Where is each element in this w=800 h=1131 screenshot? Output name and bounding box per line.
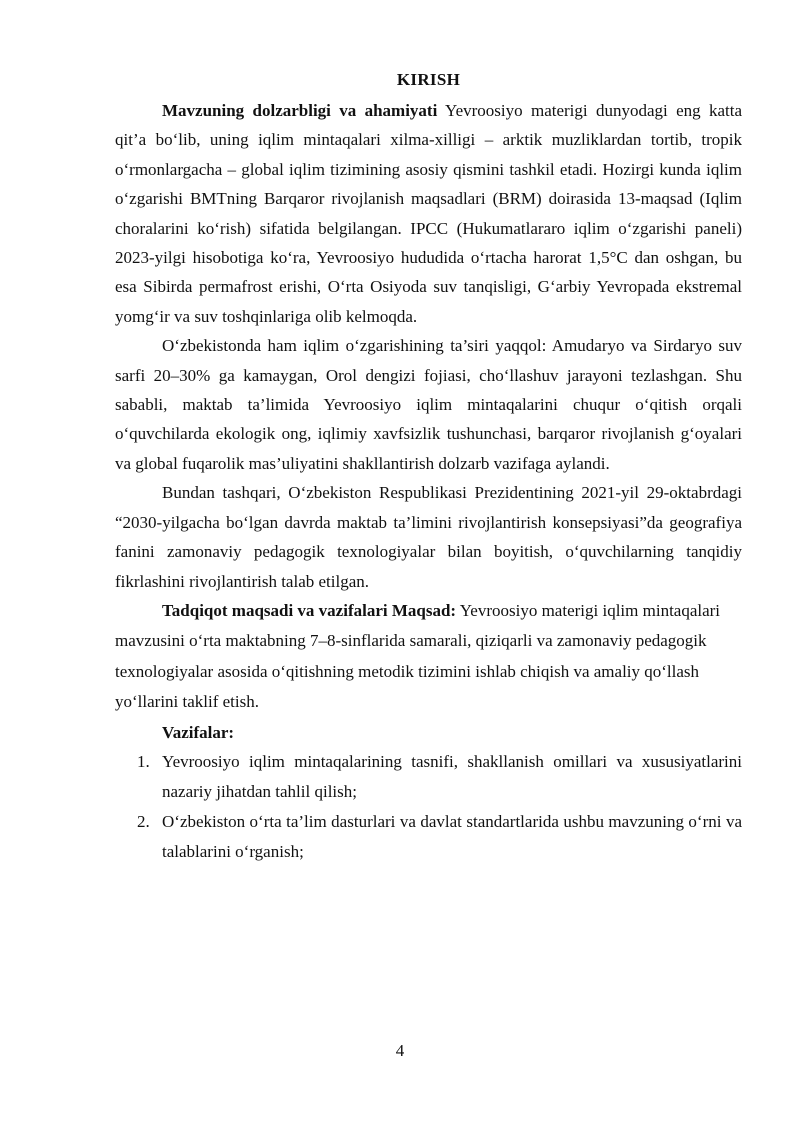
list-item-number: 2. [137,811,150,831]
paragraph-relevance [115,96,742,331]
paragraph-lead: Mavzuning dolzarbligi va ahamiyati [162,101,438,120]
list-item [115,747,742,807]
paragraph-lead: Tadqiqot maqsadi va vazifalari Maqsad: [162,600,457,620]
paragraph-text: O‘zbekistonda ham iqlim o‘zgarishining ta’siri yaqqol: Amudaryo va Sirdaryo suv sarfi 20–30% ga kamaygan, Orol dengizi fojiasi, cho‘llashuv jarayoni tezlashgan. Shu sababli, maktab ta’limida Yevroosiyo iqlim mintaqalarini chuqur o‘qitish orqali o‘quvchilarda ekologik ong, iqlimiy xavfsizlik tushunchasi, barqaror rivojlanish g‘oyalari va global fuqarolik mas’uliyatini shakllantirish dolzarb vazifaga aylandi. [115,336,742,473]
paragraph-text: Bundan tashqari, O‘zbekiston Respublikasi Prezidentining 2021-yil 29-oktabrdagi “2030-yilgacha bo‘lgan davrda maktab ta’limini rivojlantirish konsepsiyasi”da geografiya fanini zamonaviy pedagogik texnologiyalar bilan boyitish, o‘quvchilarning tanqidiy fikrlashini rivojlantirish talab etilgan. [115,483,742,591]
tasks-list [115,747,742,867]
document-page [115,70,742,867]
paragraph-text: Yevroosiyo materigi iqlim mintaqalari mavzusini o‘rta maktabning 7–8-sinflarida samarali, qiziqarli va zamonaviy pedagogik texnologiyalar asosida o‘qitishning metodik tizimini ishlab chiqish va amaliy qo‘llash yo‘llarini taklif etish. [115,600,721,712]
paragraph-research-goal [115,596,742,718]
list-item-text: O‘zbekiston o‘rta ta’lim dasturlari va davlat standartlarida ushbu mavzuning o‘rni va talablarini o‘rganish; [162,811,742,861]
list-item-number: 1. [137,751,150,771]
paragraph-uzbekistan-impact [115,331,742,478]
tasks-heading: Vazifalar: [162,722,235,742]
list-item-text: Yevroosiyo iqlim mintaqalarining tasnifi, shakllanish omillari va xususiyatlarini nazariy jihatdan tahlil qilish; [162,751,742,801]
paragraph-presidential-concept [115,478,742,596]
section-title: KIRISH [396,70,461,89]
paragraph-text: Yevroosiyo materigi dunyodagi eng katta qit’a bo‘lib, uning iqlim mintaqalari xilma-xilligi – arktik muzliklardan tortib, tropik o‘rmonlargacha – global iqlim tizimining asosiy qismini tashkil etadi. Hozirgi kunda iqlim o‘zgarishi BMTning Barqaror rivojlanish maqsadlari (BRM) doirasida 13-maqsad (Iqlim choralarini ko‘rish) sifatida belgilangan. IPCC (Hukumatlararo iqlim o‘zgarishi paneli) 2023-yilgi hisobotiga ko‘ra, Yevroosiyo hududida o‘rtacha harorat 1,5°C dan oshgan, bu esa Sibirda permafrost erishi, O‘rta Osiyoda suv tanqisligi, G‘arbiy Yevropada ekstremal yomg‘ir va suv toshqinlariga olib kelmoqda. [115,101,742,326]
list-item [115,807,742,867]
page-number: 4 [395,1041,405,1060]
